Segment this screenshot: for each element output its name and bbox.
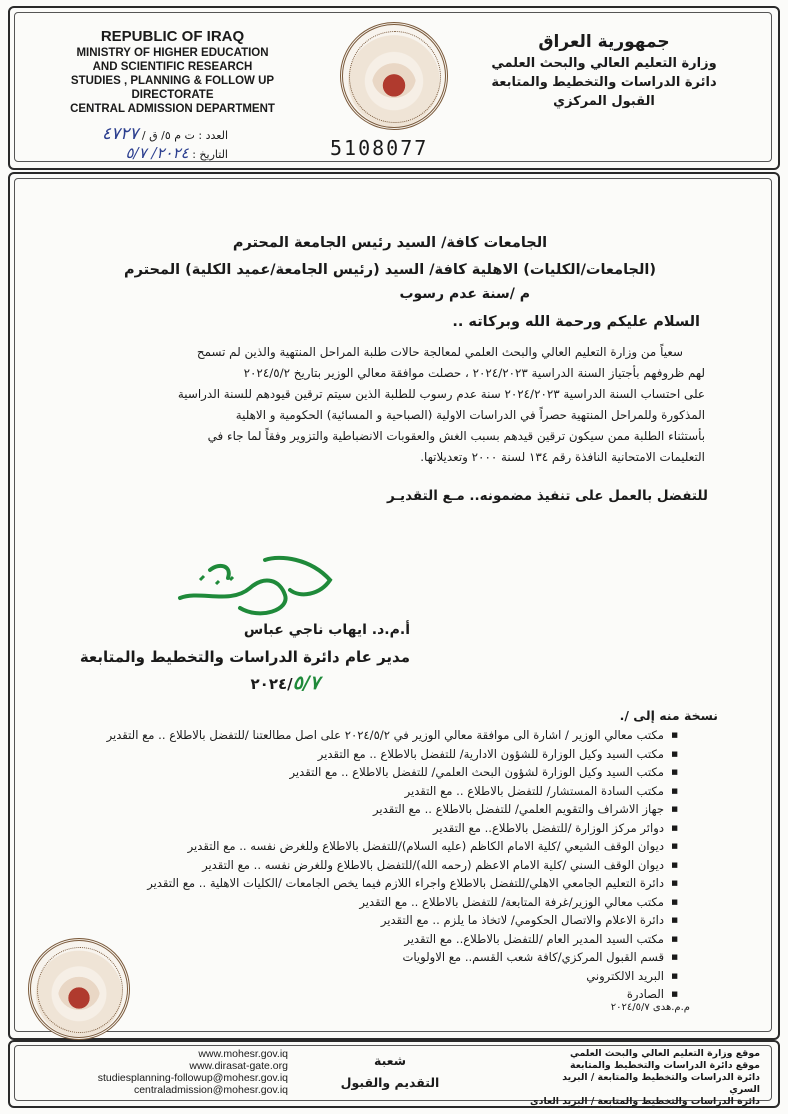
- list-item: ■ الصادرة: [50, 985, 678, 1004]
- bottom-seal-icon: [28, 938, 130, 1040]
- footer-link-website[interactable]: www.mohesr.gov.iq: [198, 1048, 288, 1060]
- ar-line-4: القبول المركزي: [553, 94, 655, 109]
- body-line-6: التعليمات الامتحانية النافذة رقم ١٣٤ لسنة ٢٠٠٠ وتعديلاتها.: [420, 450, 705, 464]
- list-item: ■ مكتب معالي الوزير / اشارة الى موافقة معالي الوزير في ٢٠٢٤/٥/٢ على اصل مطالعتنا /للتفضل بالاطلاع .. مع التقدير: [50, 726, 678, 745]
- date-label: التاريخ :: [192, 148, 228, 161]
- ar-line-1: جمهورية العراق: [538, 32, 670, 52]
- addressee-block: [90, 230, 690, 284]
- en-line-2: MINISTRY OF HIGHER EDUCATION: [76, 47, 269, 60]
- list-item: ■ مكتب السيد وكيل الوزارة لشؤون البحث العلمي/ للتفضل بالاطلاع .. مع التقدير: [50, 763, 678, 782]
- footer-center-subtitle: التقديم والقبول: [340, 1075, 440, 1090]
- footer-center: [320, 1050, 460, 1094]
- closing-line: للتفضل بالعمل على تنفيذ مضمونه.. مـع التقديـر: [387, 488, 708, 504]
- english-letterhead: [30, 28, 315, 116]
- arabic-letterhead: [464, 30, 744, 111]
- footer-link-email-planning[interactable]: studiesplanning-followup@mohesr.gov.iq: [97, 1072, 288, 1084]
- reference-date: [78, 144, 228, 162]
- list-item: ■ دائرة الاعلام والاتصال الحكومي/ لاتخاذ ما يلزم .. مع التقدير: [50, 911, 678, 930]
- addressee-line-2: (الجامعات/الكليات) الاهلية كافة/ السيد (رئيس الجامعة/عميد الكلية) المحترم: [123, 262, 657, 278]
- signatory-name: أ.م.د. ايهاب ناجي عباس: [243, 622, 410, 638]
- footer-right-line-1: موقع وزارة التعليم العالي والبحث العلمي: [569, 1048, 760, 1059]
- list-item: ■ ديوان الوقف السني /كلية الامام الاعظم (رحمه الله)/للتفضل بالاطلاع وللغرض نفسه .. مع التقدير: [50, 856, 678, 875]
- body-line-5: بأستثناء الطلبة ممن سيكون ترقين قيدهم بسبب الغش والعقوبات الانضباطية والتزوير وفقاً لما جاء في: [207, 429, 705, 443]
- ar-line-3: دائرة الدراسات والتخطيط والمتابعة: [491, 75, 717, 90]
- date-value: ٢٠٢٤/ ٥/٧: [125, 144, 189, 162]
- footer-center-title: شعبة: [373, 1053, 407, 1068]
- signature-date-handwritten: ٥/٧: [292, 672, 320, 694]
- number-value: ٤٧٢٧: [101, 124, 139, 144]
- number-label: العدد : ت م ٥/ ق /: [141, 129, 228, 142]
- footer-right: [530, 1048, 760, 1108]
- list-item: ■ مكتب السادة المستشار/ للتفضل بالاطلاع .. مع التقدير: [50, 782, 678, 801]
- list-item: ■ قسم القبول المركزي/كافة شعب القسم.. مع الاولويات: [50, 948, 678, 967]
- en-line-4: STUDIES , PLANNING & FOLLOW UP DIRECTORATE: [70, 75, 275, 102]
- copies-list: [50, 726, 678, 1004]
- footer-link-email-admission[interactable]: centraladmission@mohesr.gov.iq: [133, 1084, 288, 1096]
- reference-number: [78, 124, 228, 144]
- ar-line-2: وزارة التعليم العالي والبحث العلمي: [491, 56, 717, 71]
- signature-date: [170, 672, 320, 694]
- body-line-3: على احتساب السنة الدراسية ٢٠٢٤/٢٠٢٣ سنة عدم رسوب للطلبة الذين سيتم ترقين قيودهم للسنة الدراسية: [177, 387, 705, 401]
- list-item: ■ دائرة التعليم الجامعي الاهلي/للتفضل بالاطلاع واجراء اللازم فيما يخص الجامعات /الكليات الاهلية .. مع التقدير: [50, 874, 678, 893]
- footer-right-line-3: دائرة الدراسات والتخطيط والمتابعة / البريد السري: [562, 1072, 760, 1095]
- copies-heading: نسخة منه إلى /.: [619, 708, 718, 723]
- footer-links: [48, 1048, 288, 1096]
- drafter-reference: م.م.هدى ٢٠٢٤/٥/٧: [610, 1002, 690, 1013]
- footer-link-dirasat[interactable]: www.dirasat-gate.org: [189, 1060, 288, 1072]
- footer-right-line-2: موقع دائرة الدراسات والتخطيط والمتابعة: [570, 1060, 760, 1071]
- letter-body: [70, 342, 705, 468]
- ministry-seal-icon: [340, 22, 448, 130]
- list-item: ■ ديوان الوقف الشيعي /كلية الامام الكاظم (عليه السلام)/للتفضل بالاطلاع وللغرض نفسه .. مع التقدير: [50, 837, 678, 856]
- en-line-5: CENTRAL ADMISSION DEPARTMENT: [70, 103, 275, 116]
- body-line-4: المذكورة وللمراحل المنتهية حصراً في الدراسات الاولية (الصباحية و المسائية) الحكومية و الاهلية: [235, 408, 705, 422]
- handwritten-signature: [170, 550, 340, 630]
- en-line-1: REPUBLIC OF IRAQ: [100, 28, 245, 45]
- list-item: ■ مكتب السيد المدير العام /للتفضل بالاطلاع.. مع التقدير: [50, 930, 678, 949]
- body-line-2: لهم ظروفهم بأجتياز السنة الدراسية ٢٠٢٤/٢٠٢٣ ، حصلت موافقة معالي الوزير بتاريخ ٢٠٢٤/٥/٢: [243, 366, 705, 380]
- list-item: ■ جهاز الاشراف والتقويم العلمي/ للتفضل بالاطلاع .. مع التقدير: [50, 800, 678, 819]
- greeting: السلام عليكم ورحمة الله وبركاته ..: [452, 314, 700, 330]
- list-item: ■ دوائر مركز الوزارة /للتفضل بالاطلاع.. مع التقدير: [50, 819, 678, 838]
- copies-list-box: [50, 726, 678, 1004]
- body-line-1: سعياً من وزارة التعليم العالي والبحث العلمي لمعالجة حالات طلبة المراحل المنتهية والذين لم تسمح: [196, 345, 683, 359]
- addressee-line-1: الجامعات كافة/ السيد رئيس الجامعة المحترم: [232, 235, 548, 251]
- signature-date-printed: ٢٠٢٤/: [250, 675, 293, 693]
- list-item: ■ مكتب السيد وكيل الوزارة للشؤون الادارية/ للتفضل بالاطلاع .. مع التقدير: [50, 745, 678, 764]
- en-line-3: AND SCIENTIFIC RESEARCH: [92, 61, 253, 74]
- subject-line: م /سنة عدم رسوب: [399, 286, 530, 302]
- list-item: ■ البريد الالكتروني: [50, 967, 678, 986]
- list-item: ■ مكتب معالي الوزير/غرفة المتابعة/ للتفضل بالاطلاع .. مع التقدير: [50, 893, 678, 912]
- serial-number: 5108077: [330, 136, 429, 160]
- signatory-title: مدير عام دائرة الدراسات والتخطيط والمتابعة: [79, 648, 410, 666]
- footer-right-line-4: دائرة الدراسات والتخطيط والمتابعة / البريد العادي: [530, 1096, 760, 1107]
